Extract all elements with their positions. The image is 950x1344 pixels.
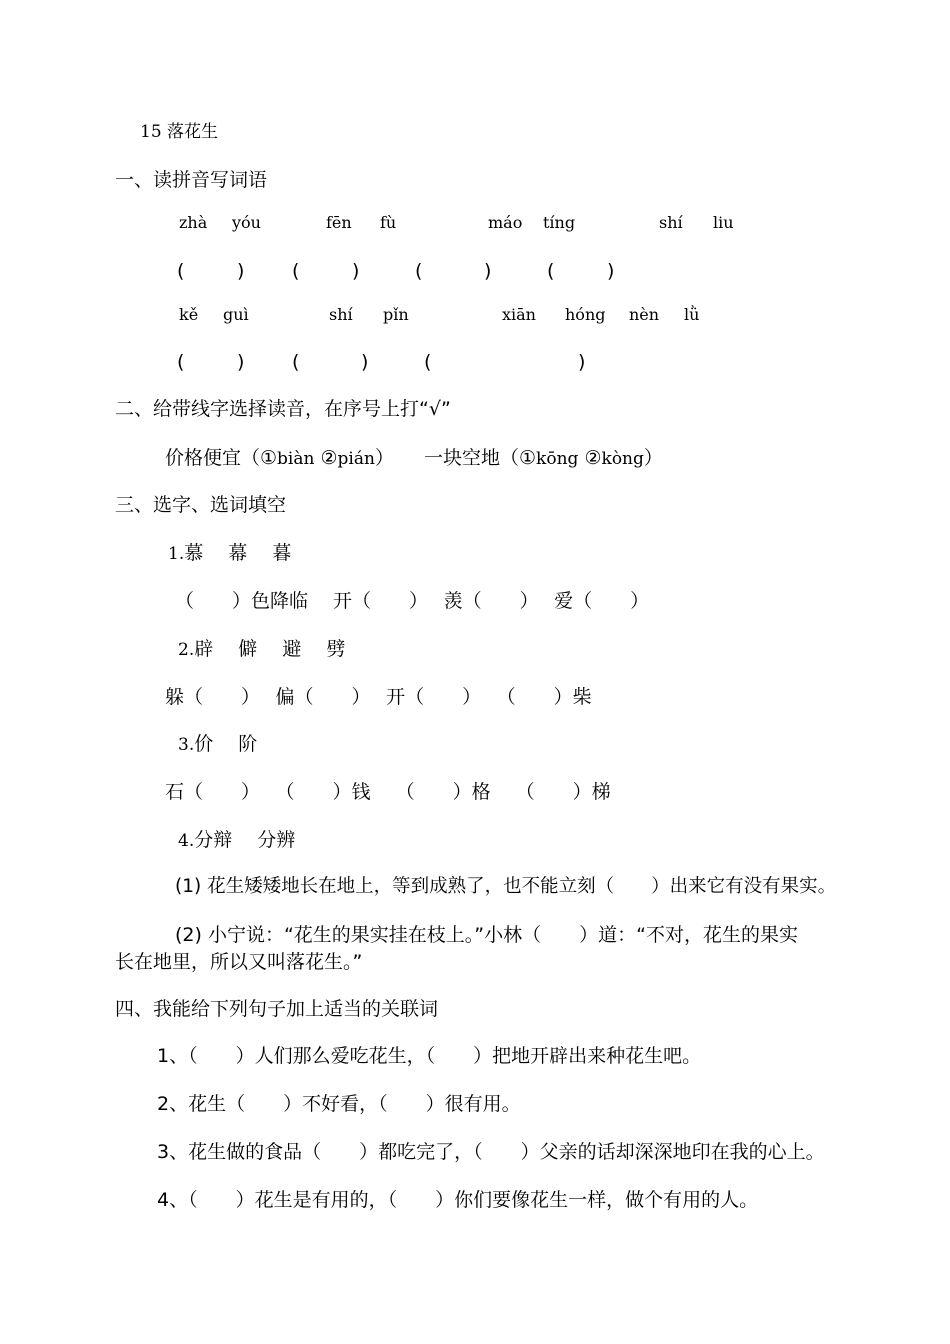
reading-item-1: 价格便宜（①biàn ②pián） bbox=[165, 447, 394, 469]
list-item: 4、（ ）花生是有用的，（ ）你们要像花生一样，做个有用的人。 bbox=[157, 1189, 759, 1211]
pinyin: shí bbox=[659, 213, 683, 232]
question-2-line: 躲（ ） 偏（ ） 开（ ） （ ）柴 bbox=[165, 686, 592, 708]
pinyin: guì bbox=[223, 305, 249, 324]
pinyin: nèn bbox=[629, 305, 660, 324]
section-3-heading: 三、选字、选词填空 bbox=[115, 494, 287, 516]
blank-close: ) bbox=[607, 260, 615, 282]
pinyin: shí bbox=[329, 305, 353, 324]
pinyin: lǜ bbox=[684, 305, 700, 324]
pinyin: máo bbox=[488, 213, 523, 232]
question-4-sentence-2a: (2) 小宁说：“花生的果实挂在枝上。”小林（ ）道：“不对，花生的果实 bbox=[175, 924, 798, 946]
section-1-heading: 一、读拼音写词语 bbox=[115, 169, 268, 191]
blank-open: ( bbox=[292, 260, 300, 282]
pinyin: zhà bbox=[179, 213, 208, 232]
blank-close: ) bbox=[352, 260, 360, 282]
blank-open: ( bbox=[177, 260, 185, 282]
question-1-chars: 1.慕 幕 暮 bbox=[168, 542, 292, 564]
pinyin: xiān bbox=[502, 305, 536, 324]
blank-open: ( bbox=[177, 351, 185, 373]
pinyin: kě bbox=[179, 305, 199, 324]
question-3-line: 石（ ） （ ）钱 （ ）格 （ ）梯 bbox=[165, 781, 611, 803]
question-3-chars: 3.价 阶 bbox=[178, 733, 258, 755]
pinyin: tíng bbox=[543, 213, 576, 232]
list-item: 2、花生（ ）不好看，（ ）很有用。 bbox=[157, 1093, 521, 1115]
blank-close: ) bbox=[237, 351, 245, 373]
question-4-sentence-1: (1) 花生矮矮地长在地上，等到成熟了，也不能立刻（ ）出来它有没有果实。 bbox=[175, 876, 837, 897]
question-4-sentence-2b: 长在地里，所以又叫落花生。” bbox=[115, 951, 363, 973]
list-item: 3、花生做的食品（ ）都吃完了，（ ）父亲的话却深深地印在我的心上。 bbox=[157, 1141, 825, 1163]
section-4-heading: 四、我能给下列句子加上适当的关联词 bbox=[115, 998, 439, 1020]
pinyin: pǐn bbox=[383, 305, 409, 324]
blank-close: ) bbox=[484, 260, 492, 282]
blank-open: ( bbox=[292, 351, 300, 373]
pinyin: liu bbox=[713, 213, 734, 232]
question-4-chars: 4.分辩 分辨 bbox=[178, 829, 296, 851]
pinyin: yóu bbox=[232, 213, 261, 232]
blank-close: ) bbox=[237, 260, 245, 282]
list-item: 1、（ ）人们那么爱吃花生，（ ）把地开辟出来种花生吧。 bbox=[157, 1045, 702, 1067]
reading-item-2: 一块空地（①kōng ②kòng） bbox=[424, 447, 663, 469]
blank-close: ) bbox=[361, 351, 369, 373]
blank-open: ( bbox=[547, 260, 555, 282]
section-2-heading: 二、给带线字选择读音，在序号上打“√” bbox=[115, 398, 451, 420]
question-1-line: （ ）色降临 开（ ） 羡（ ） 爱（ ） bbox=[175, 590, 650, 612]
page-title: 15 落花生 bbox=[140, 122, 219, 142]
blank-close: ) bbox=[578, 351, 586, 373]
pinyin: fēn bbox=[326, 213, 352, 232]
blank-open: ( bbox=[415, 260, 423, 282]
blank-open: ( bbox=[424, 351, 432, 373]
pinyin: hóng bbox=[565, 305, 606, 324]
pinyin: fù bbox=[380, 213, 397, 232]
question-2-chars: 2.辟 僻 避 劈 bbox=[178, 638, 346, 660]
